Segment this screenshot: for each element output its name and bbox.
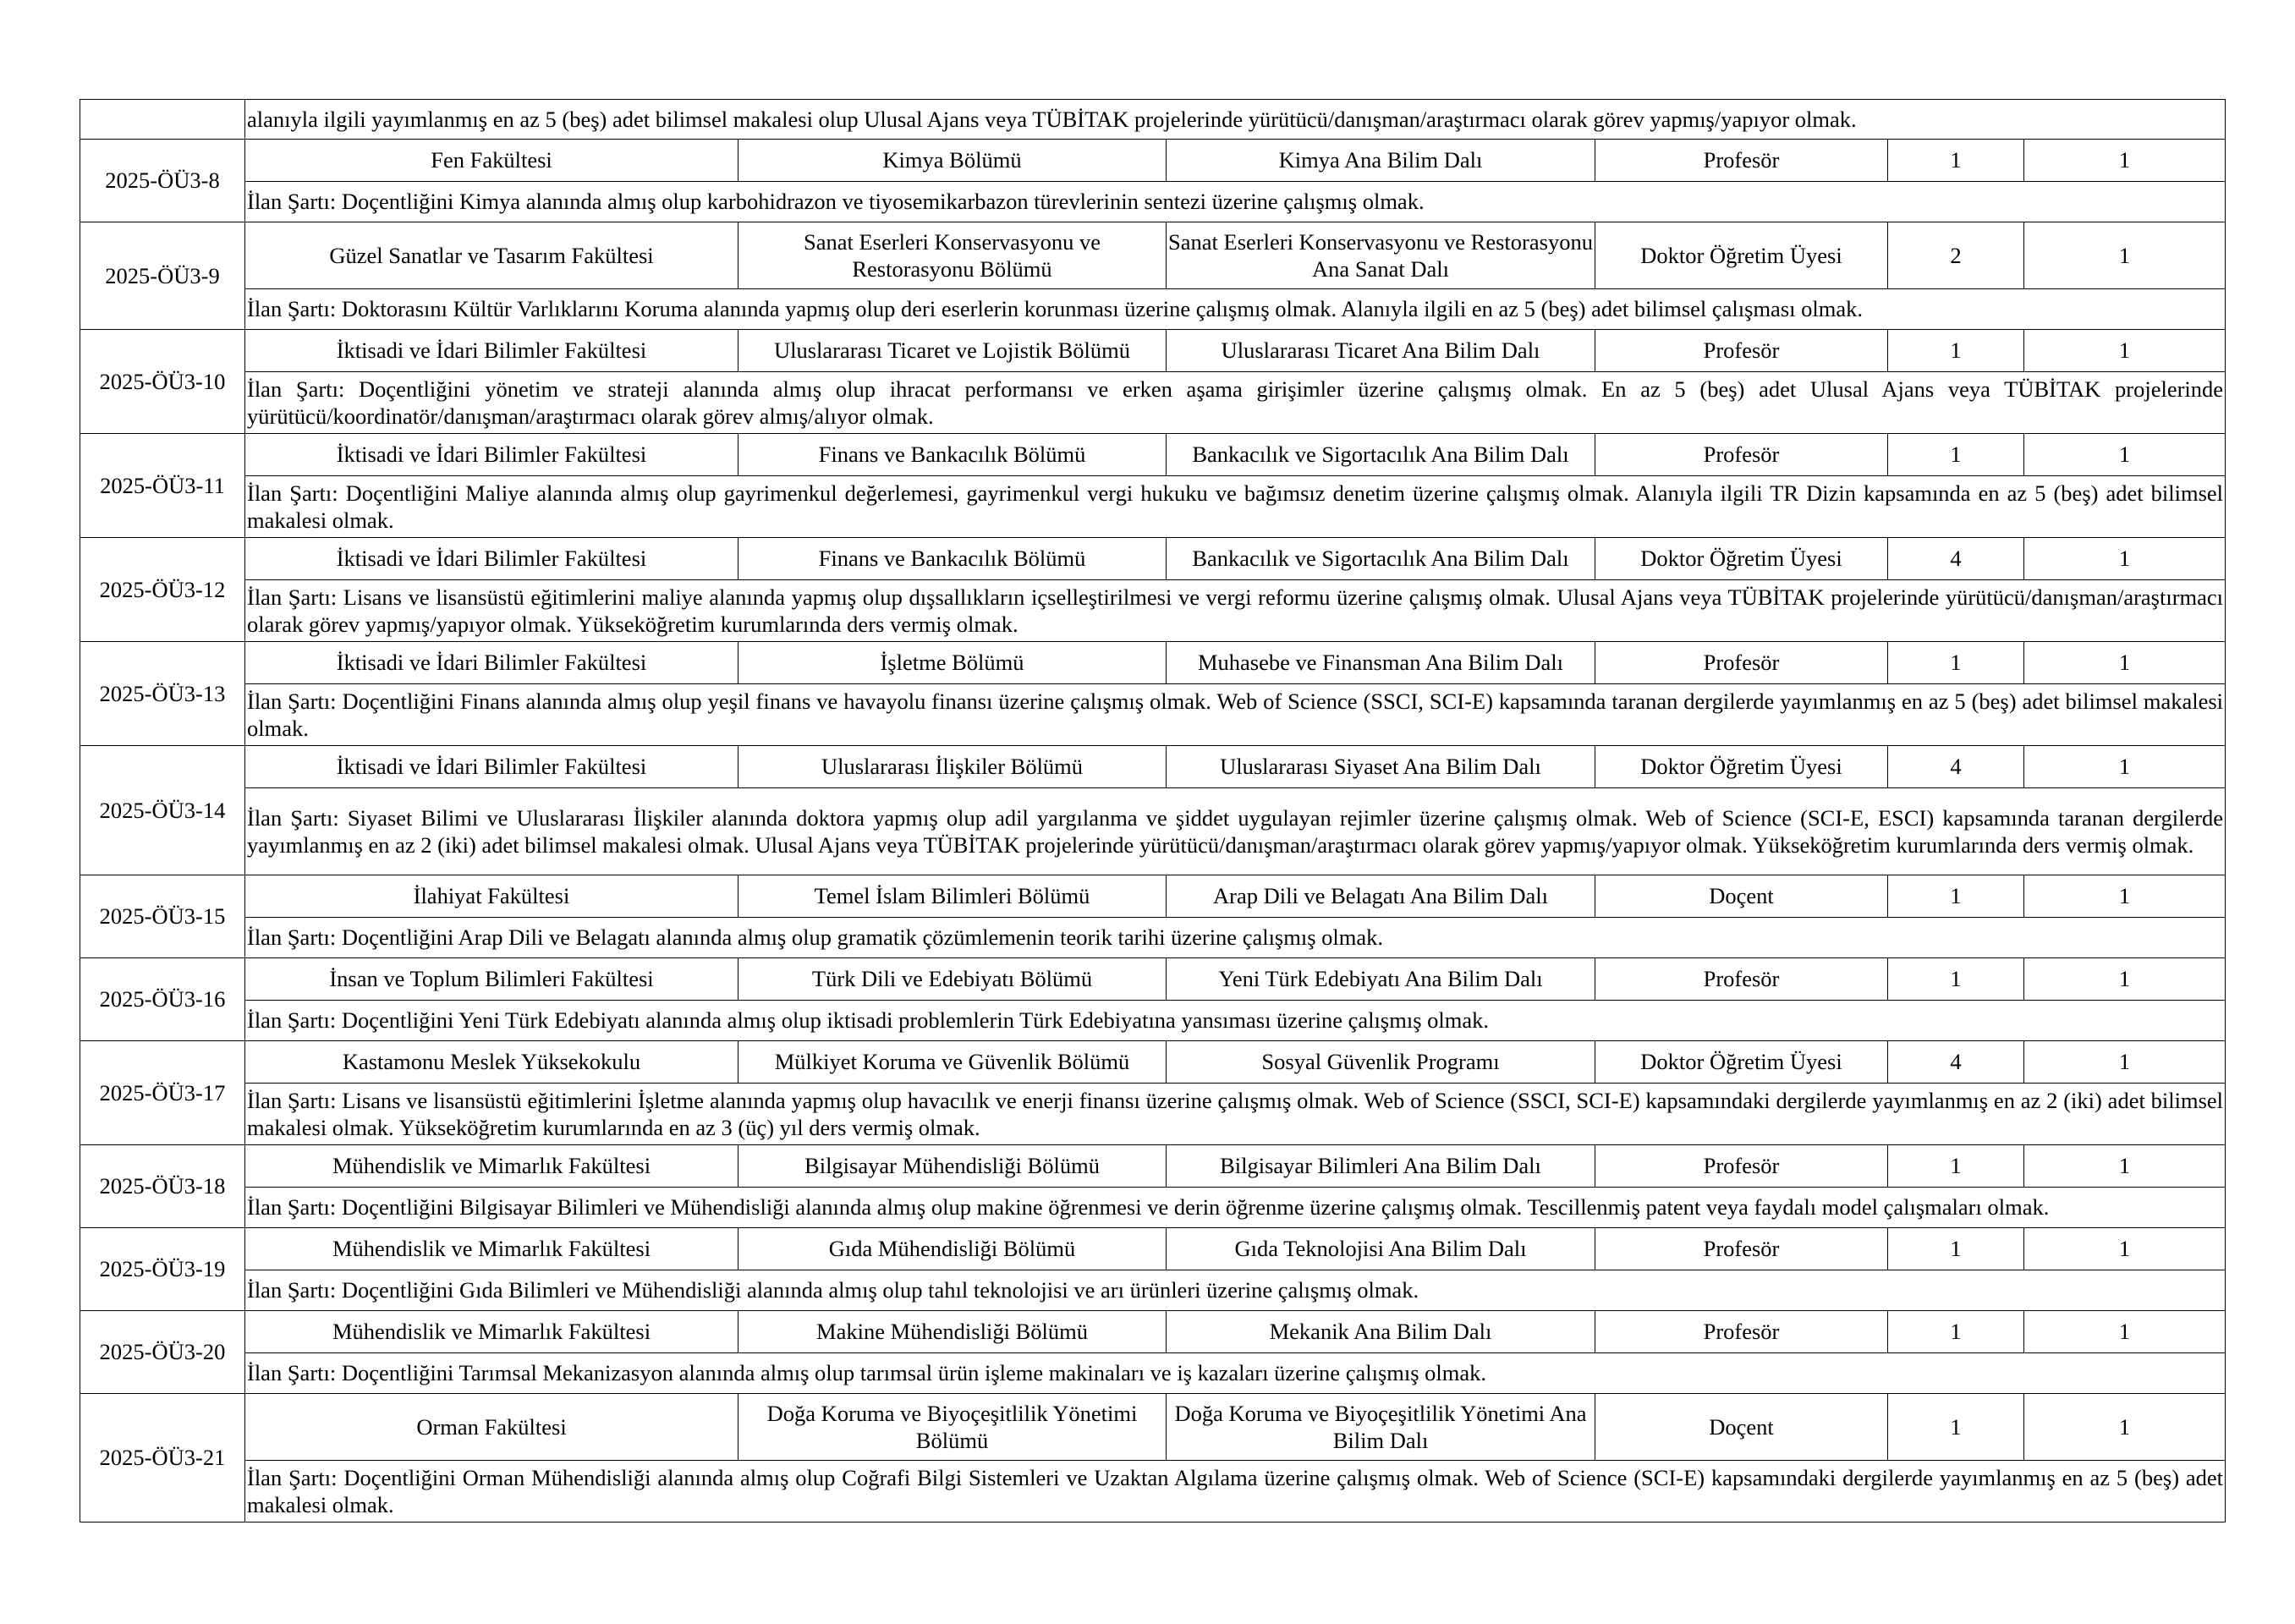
title-cell: Profesör <box>1595 1228 1888 1270</box>
faculty-cell: Orman Fakültesi <box>245 1394 738 1461</box>
faculty-cell: Mühendislik ve Mimarlık Fakültesi <box>245 1311 738 1353</box>
department-cell: İşletme Bölümü <box>738 642 1167 684</box>
division-cell: Yeni Türk Edebiyatı Ana Bilim Dalı <box>1167 958 1595 1001</box>
division-cell: Bilgisayar Bilimleri Ana Bilim Dalı <box>1167 1145 1595 1188</box>
requirement-text: İlan Şartı: Doçentliğini Kimya alanında almış olup karbohidrazon ve tiyosemikarbazon türevlerinin sentezi üzerine çalışmış olmak. <box>245 182 2226 222</box>
posting-row <box>80 538 2226 580</box>
title-cell: Doçent <box>1595 875 1888 918</box>
posting-row <box>80 330 2226 372</box>
department-cell: Uluslararası Ticaret ve Lojistik Bölümü <box>738 330 1167 372</box>
division-cell: Mekanik Ana Bilim Dalı <box>1167 1311 1595 1353</box>
posting-code: 2025-ÖÜ3-16 <box>80 958 245 1041</box>
department-cell: Bilgisayar Mühendisliği Bölümü <box>738 1145 1167 1188</box>
level-cell: 1 <box>1888 642 2024 684</box>
count-cell: 1 <box>2024 1394 2226 1461</box>
title-cell: Profesör <box>1595 330 1888 372</box>
department-cell: Mülkiyet Koruma ve Güvenlik Bölümü <box>738 1041 1167 1084</box>
requirement-text: İlan Şartı: Doçentliğini Gıda Bilimleri ve Mühendisliği alanında almış olup tahıl teknolojisi ve arı ürünleri üzerine çalışmış olmak. <box>245 1270 2226 1311</box>
faculty-cell: İktisadi ve İdari Bilimler Fakültesi <box>245 330 738 372</box>
division-cell: Arap Dili ve Belagatı Ana Bilim Dalı <box>1167 875 1595 918</box>
faculty-cell: Güzel Sanatlar ve Tasarım Fakültesi <box>245 222 738 289</box>
faculty-cell: Kastamonu Meslek Yüksekokulu <box>245 1041 738 1084</box>
posting-code: 2025-ÖÜ3-17 <box>80 1041 245 1145</box>
faculty-cell: İktisadi ve İdari Bilimler Fakültesi <box>245 746 738 788</box>
division-cell: Uluslararası Ticaret Ana Bilim Dalı <box>1167 330 1595 372</box>
posting-row <box>80 434 2226 476</box>
title-cell: Doktor Öğretim Üyesi <box>1595 1041 1888 1084</box>
count-cell: 1 <box>2024 330 2226 372</box>
level-cell: 4 <box>1888 538 2024 580</box>
table-body <box>80 100 2226 1522</box>
title-cell: Profesör <box>1595 1311 1888 1353</box>
count-cell: 1 <box>2024 538 2226 580</box>
faculty-cell: İlahiyat Fakültesi <box>245 875 738 918</box>
level-cell: 1 <box>1888 958 2024 1001</box>
faculty-cell: İktisadi ve İdari Bilimler Fakültesi <box>245 642 738 684</box>
posting-code: 2025-ÖÜ3-21 <box>80 1394 245 1522</box>
posting-row <box>80 1041 2226 1084</box>
division-cell: Sosyal Güvenlik Programı <box>1167 1041 1595 1084</box>
requirement-text: İlan Şartı: Doçentliğini yönetim ve strateji alanında almış olup ihracat performansı ve erken aşama girişimler üzerine çalışmış olmak. En az 5 (beş) adet Ulusal Ajans veya TÜBİTAK projelerinde yürütücü/koordinatör/danışman/araştırmacı olarak görev almış/alıyor olmak. <box>245 372 2226 434</box>
posting-row <box>80 1228 2226 1270</box>
title-cell: Doktor Öğretim Üyesi <box>1595 222 1888 289</box>
posting-code: 2025-ÖÜ3-12 <box>80 538 245 642</box>
title-cell: Profesör <box>1595 140 1888 182</box>
posting-code: 2025-ÖÜ3-19 <box>80 1228 245 1311</box>
requirement-text: İlan Şartı: Lisans ve lisansüstü eğitimlerini maliye alanında yapmış olup dışsallıkların içselleştirilmesi ve vergi reformu üzerine çalışmış olmak. Ulusal Ajans veya TÜBİTAK projelerinde yürütücü/danışman/araştırmacı olarak görev yapmış/yapıyor olmak. Yükseköğretim kurumlarında ders vermiş olmak. <box>245 580 2226 642</box>
requirement-row <box>80 1188 2226 1228</box>
level-cell: 4 <box>1888 1041 2024 1084</box>
division-cell: Bankacılık ve Sigortacılık Ana Bilim Dalı <box>1167 538 1595 580</box>
count-cell: 1 <box>2024 1228 2226 1270</box>
department-cell: Temel İslam Bilimleri Bölümü <box>738 875 1167 918</box>
requirement-row <box>80 289 2226 330</box>
requirement-text: İlan Şartı: Doçentliğini Yeni Türk Edebiyatı alanında almış olup iktisadi problemlerin Türk Edebiyatına yansıması üzerine çalışmış olmak. <box>245 1001 2226 1041</box>
posting-row <box>80 140 2226 182</box>
level-cell: 1 <box>1888 1145 2024 1188</box>
requirement-text: İlan Şartı: Doçentliğini Arap Dili ve Belagatı alanında almış olup gramatik çözümlemenin teorik tarihi üzerine çalışmış olmak. <box>245 918 2226 958</box>
division-cell: Muhasebe ve Finansman Ana Bilim Dalı <box>1167 642 1595 684</box>
posting-row <box>80 746 2226 788</box>
posting-code: 2025-ÖÜ3-13 <box>80 642 245 746</box>
level-cell: 1 <box>1888 1394 2024 1461</box>
requirement-row <box>80 580 2226 642</box>
level-cell: 1 <box>1888 330 2024 372</box>
count-cell: 1 <box>2024 1145 2226 1188</box>
requirement-text: İlan Şartı: Doçentliğini Maliye alanında almış olup gayrimenkul değerlemesi, gayrimenkul vergi hukuku ve bağımsız denetim üzerine çalışmış olmak. Alanıyla ilgili TR Dizin kapsamında en az 5 (beş) adet bilimsel makalesi olmak. <box>245 476 2226 538</box>
posting-code: 2025-ÖÜ3-18 <box>80 1145 245 1228</box>
requirement-text: alanıyla ilgili yayımlanmış en az 5 (beş) adet bilimsel makalesi olup Ulusal Ajans veya TÜBİTAK projelerinde yürütücü/danışman/araştırmacı olarak görev yapmış/yapıyor olmak. <box>245 100 2226 140</box>
requirement-text: İlan Şartı: Doktorasını Kültür Varlıklarını Koruma alanında yapmış olup deri eserlerin korunması üzerine çalışmış olmak. Alanıyla ilgili en az 5 (beş) adet bilimsel çalışması olmak. <box>245 289 2226 330</box>
title-cell: Doçent <box>1595 1394 1888 1461</box>
requirement-row <box>80 1461 2226 1522</box>
requirement-row <box>80 372 2226 434</box>
department-cell: Finans ve Bankacılık Bölümü <box>738 434 1167 476</box>
posting-row <box>80 222 2226 289</box>
department-cell: Kimya Bölümü <box>738 140 1167 182</box>
division-cell: Doğa Koruma ve Biyoçeşitlilik Yönetimi Ana Bilim Dalı <box>1167 1394 1595 1461</box>
faculty-cell: Mühendislik ve Mimarlık Fakültesi <box>245 1228 738 1270</box>
division-cell: Sanat Eserleri Konservasyonu ve Restorasyonu Ana Sanat Dalı <box>1167 222 1595 289</box>
division-cell: Kimya Ana Bilim Dalı <box>1167 140 1595 182</box>
title-cell: Profesör <box>1595 642 1888 684</box>
level-cell: 2 <box>1888 222 2024 289</box>
positions-table <box>80 99 2226 1522</box>
code-cell-empty <box>80 100 245 140</box>
count-cell: 1 <box>2024 642 2226 684</box>
department-cell: Türk Dili ve Edebiyatı Bölümü <box>738 958 1167 1001</box>
level-cell: 1 <box>1888 1311 2024 1353</box>
continuation-row <box>80 100 2226 140</box>
requirement-text: İlan Şartı: Doçentliğini Finans alanında almış olup yeşil finans ve havayolu finansı üzerine çalışmış olmak. Web of Science (SSCI, SCI-E) kapsamında taranan dergilerde yayımlanmış en az 5 (beş) adet bilimsel makalesi olmak. <box>245 684 2226 746</box>
count-cell: 1 <box>2024 222 2226 289</box>
level-cell: 1 <box>1888 434 2024 476</box>
title-cell: Profesör <box>1595 434 1888 476</box>
level-cell: 1 <box>1888 1228 2024 1270</box>
department-cell: Uluslararası İlişkiler Bölümü <box>738 746 1167 788</box>
level-cell: 1 <box>1888 875 2024 918</box>
posting-code: 2025-ÖÜ3-11 <box>80 434 245 538</box>
requirement-row <box>80 1353 2226 1394</box>
title-cell: Profesör <box>1595 1145 1888 1188</box>
requirement-row <box>80 182 2226 222</box>
posting-row <box>80 1311 2226 1353</box>
posting-row <box>80 1145 2226 1188</box>
count-cell: 1 <box>2024 140 2226 182</box>
count-cell: 1 <box>2024 746 2226 788</box>
count-cell: 1 <box>2024 1311 2226 1353</box>
posting-code: 2025-ÖÜ3-14 <box>80 746 245 875</box>
posting-code: 2025-ÖÜ3-20 <box>80 1311 245 1394</box>
department-cell: Doğa Koruma ve Biyoçeşitlilik Yönetimi Bölümü <box>738 1394 1167 1461</box>
title-cell: Doktor Öğretim Üyesi <box>1595 538 1888 580</box>
requirement-text: İlan Şartı: Lisans ve lisansüstü eğitimlerini İşletme alanında yapmış olup havacılık ve enerji finansı üzerine çalışmış olmak. Web of Science (SSCI, SCI-E) kapsamındaki dergilerde yayımlanmış en az 2 (iki) adet bilimsel makalesi olmak. Yükseköğretim kurumlarında en az 3 (üç) yıl ders vermiş olmak. <box>245 1084 2226 1145</box>
posting-row <box>80 958 2226 1001</box>
count-cell: 1 <box>2024 958 2226 1001</box>
requirement-row <box>80 918 2226 958</box>
requirement-row <box>80 1084 2226 1145</box>
title-cell: Doktor Öğretim Üyesi <box>1595 746 1888 788</box>
title-cell: Profesör <box>1595 958 1888 1001</box>
requirement-text: İlan Şartı: Doçentliğini Orman Mühendisliği alanında almış olup Coğrafi Bilgi Sistemleri ve Uzaktan Algılama üzerine çalışmış olmak. Web of Science (SCI-E) kapsamındaki dergilerde yayımlanmış en az 5 (beş) adet makalesi olmak. <box>245 1461 2226 1522</box>
posting-row <box>80 642 2226 684</box>
level-cell: 1 <box>1888 140 2024 182</box>
requirement-row <box>80 1270 2226 1311</box>
posting-row <box>80 1394 2226 1461</box>
requirement-text: İlan Şartı: Doçentliğini Tarımsal Mekanizasyon alanında almış olup tarımsal ürün işleme makinaları ve iş kazaları üzerine çalışmış olmak. <box>245 1353 2226 1394</box>
division-cell: Uluslararası Siyaset Ana Bilim Dalı <box>1167 746 1595 788</box>
posting-row <box>80 875 2226 918</box>
count-cell: 1 <box>2024 1041 2226 1084</box>
faculty-cell: İnsan ve Toplum Bilimleri Fakültesi <box>245 958 738 1001</box>
requirement-text: İlan Şartı: Doçentliğini Bilgisayar Bilimleri ve Mühendisliği alanında almış olup makine öğrenmesi ve derin öğrenme üzerine çalışmış olmak. Tescillenmiş patent veya faydalı model çalışmaları olmak. <box>245 1188 2226 1228</box>
requirement-row <box>80 1001 2226 1041</box>
posting-code: 2025-ÖÜ3-10 <box>80 330 245 434</box>
count-cell: 1 <box>2024 875 2226 918</box>
division-cell: Bankacılık ve Sigortacılık Ana Bilim Dalı <box>1167 434 1595 476</box>
requirement-row <box>80 788 2226 875</box>
posting-code: 2025-ÖÜ3-15 <box>80 875 245 958</box>
requirement-text: İlan Şartı: Siyaset Bilimi ve Uluslararası İlişkiler alanında doktora yapmış olup adil yargılanma ve şiddet uygulayan rejimler üzerine çalışmış olmak. Web of Science (SCI-E, ESCI) kapsamında taranan dergilerde yayımlanmış en az 2 (iki) adet bilimsel makalesi olmak. Ulusal Ajans veya TÜBİTAK projelerinde yürütücü/danışman/araştırmacı olarak görev yapmış/yapıyor olmak. Yükseköğretim kurumlarında ders vermiş olmak. <box>245 788 2226 875</box>
faculty-cell: İktisadi ve İdari Bilimler Fakültesi <box>245 434 738 476</box>
faculty-cell: Fen Fakültesi <box>245 140 738 182</box>
department-cell: Makine Mühendisliği Bölümü <box>738 1311 1167 1353</box>
faculty-cell: Mühendislik ve Mimarlık Fakültesi <box>245 1145 738 1188</box>
document-page <box>80 99 2225 1522</box>
level-cell: 4 <box>1888 746 2024 788</box>
requirement-row <box>80 476 2226 538</box>
department-cell: Gıda Mühendisliği Bölümü <box>738 1228 1167 1270</box>
count-cell: 1 <box>2024 434 2226 476</box>
department-cell: Finans ve Bankacılık Bölümü <box>738 538 1167 580</box>
faculty-cell: İktisadi ve İdari Bilimler Fakültesi <box>245 538 738 580</box>
department-cell: Sanat Eserleri Konservasyonu ve Restorasyonu Bölümü <box>738 222 1167 289</box>
division-cell: Gıda Teknolojisi Ana Bilim Dalı <box>1167 1228 1595 1270</box>
requirement-row <box>80 684 2226 746</box>
posting-code: 2025-ÖÜ3-8 <box>80 140 245 222</box>
posting-code: 2025-ÖÜ3-9 <box>80 222 245 330</box>
